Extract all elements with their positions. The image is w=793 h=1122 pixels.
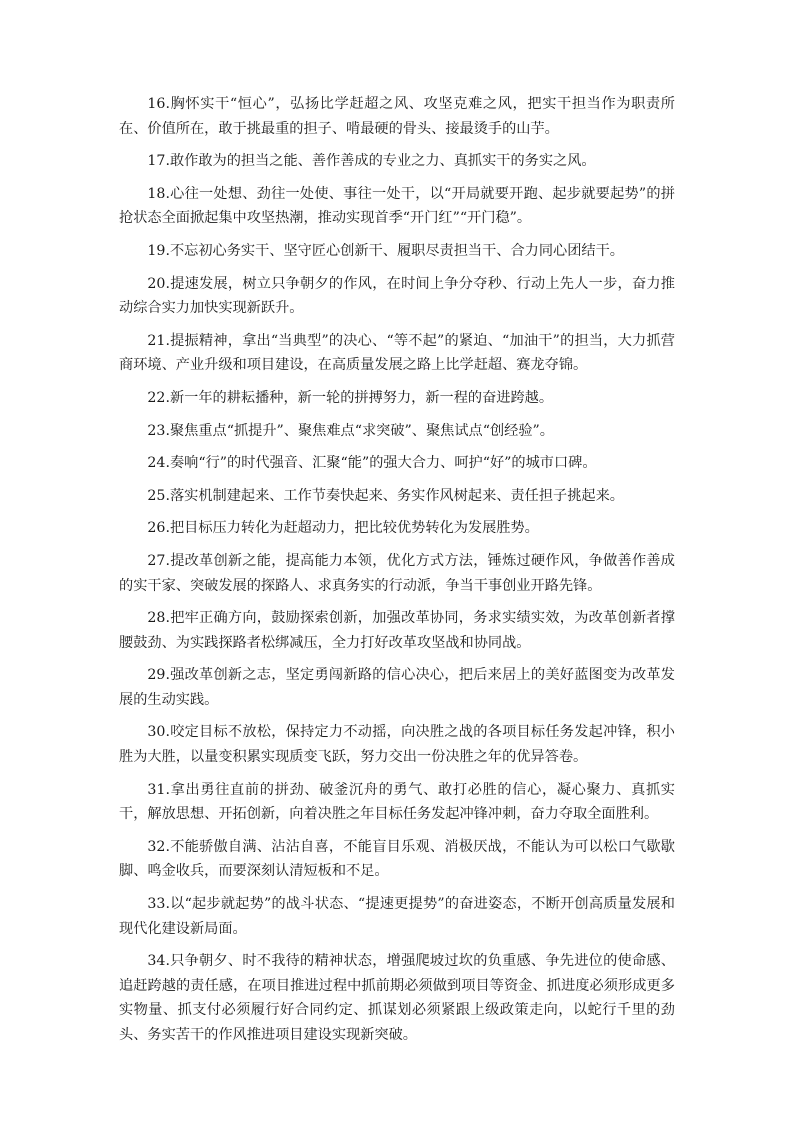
paragraph-23: 23.聚焦重点“抓提升”、聚焦难点“求突破”、聚焦试点“创经验”。 <box>147 422 554 439</box>
paragraph-33: 33.以“起步就起势”的战斗状态、“提速更提势”的奋进姿态，不断开创高质量发展和现代化建设新局面。 <box>119 896 675 937</box>
paragraph-26: 26.把目标压力转化为赶超动力，把比较优势转化为发展胜势。 <box>147 520 539 537</box>
paragraph-24: 24.奏响“行”的时代强音、汇聚“能”的强大合力、呵护“好”的城市口碑。 <box>147 455 597 472</box>
paragraph-19: 19.不忘初心务实干、坚守匠心创新干、履职尽责担当干、合力同心团结干。 <box>147 242 624 259</box>
paragraph-34: 34.只争朝夕、时不我待的精神状态，增强爬坡过坎的负重感、争先进位的使命感、追赶跨越的责任感，在项目推进过程中抓前期必须做到项目等资金、抓进度必须形成更多实物量、抓支付必须履行好合同约定、抓谋划必须紧跟上级政策走向，以蛇行千里的劲头、务实苦干的作风推进项目建设实现新突破。 <box>119 953 675 1043</box>
paragraph-31: 31.拿出勇往直前的拼劲、破釜沉舟的勇气、敢打必胜的信心，凝心聚力、真抓实干，解放思想、开拓创新，向着决胜之年目标任务发起冲锋冲刺，奋力夺取全面胜利。 <box>119 781 675 823</box>
paragraph-17: 17.敢作敢为的担当之能、善作善成的专业之力、真抓实干的务实之风。 <box>147 153 596 170</box>
paragraph-32: 32.不能骄傲自满、沾沾自喜，不能盲目乐观、消极厌战，不能认为可以松口气歇歇脚、鸣金收兵，而要深刻认清短板和不足。 <box>119 838 675 880</box>
paragraph-21: 21.提振精神，拿出“当典型”的决心、“等不起”的紧迫、“加油干”的担当，大力抓营商环境、产业升级和项目建设，在高质量发展之路上比学赶超、赛龙夺锦。 <box>119 332 675 374</box>
paragraph-20: 20.提速发展，树立只争朝夕的作风，在时间上争分夺秒、行动上先人一步，奋力推动综合实力加快实现新跃升。 <box>119 275 675 317</box>
paragraph-29: 29.强改革创新之志，坚定勇闯新路的信心决心，把后来居上的美好蓝图变为改革发展的生动实践。 <box>119 667 675 708</box>
paragraph-30: 30.咬定目标不放松，保持定力不动摇，向决胜之战的各项目标任务发起冲锋，积小胜为大胜，以量变积累实现质变飞跃，努力交出一份决胜之年的优异答卷。 <box>119 724 675 766</box>
paragraph-16: 16.胸怀实干“恒心”，弘扬比学赶超之风、攻坚克难之风，把实干担当作为职责所在、价值所在，敢于挑最重的担子、啃最硬的骨头、接最烫手的山芋。 <box>119 96 675 137</box>
paragraph-18: 18.心往一处想、劲往一处使、事往一处干，以“开局就要开跑、起步就要起势”的拼抢状态全面掀起集中攻坚热潮，推动实现首季“开门红”“开门稳”。 <box>119 185 675 227</box>
paragraph-28: 28.把牢正确方向，鼓励探索创新，加强改革协同，务求实绩实效，为改革创新者撑腰鼓劲、为实践探路者松绑减压，全力打好改革攻坚战和协同战。 <box>119 610 675 651</box>
paragraph-27: 27.提改革创新之能，提高能力本领，优化方式方法，锤炼过硬作风，争做善作善成的实干家、突破发展的探路人、求真务实的行动派，争当干事创业开路先锋。 <box>119 552 675 594</box>
paragraph-22: 22.新一年的耕耘播种，新一轮的拼搏努力，新一程的奋进跨越。 <box>147 389 554 406</box>
document-body <box>119 92 675 1056</box>
paragraph-25: 25.落实机制建起来、工作节奏快起来、务实作风树起来、责任担子挑起来。 <box>147 487 624 504</box>
